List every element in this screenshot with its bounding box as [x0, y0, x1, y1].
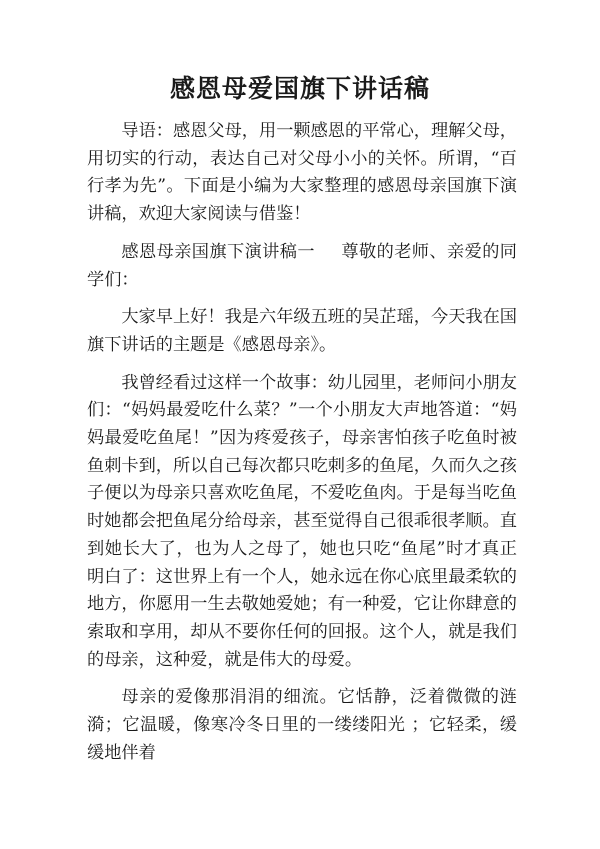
speech-greeting: 尊敬的老师、亲爱的同学们：: [87, 241, 517, 290]
document-body: [87, 118, 517, 777]
speech-heading-paragraph: [87, 239, 517, 294]
story-paragraph: 我曾经看过这样一个故事：幼儿园里，老师问小朋友们：“妈妈最爱吃什么菜？”一个小朋友大声地答道：“妈妈最爱吃鱼尾！”因为疼爱孩子，母亲害怕孩子吃鱼时被鱼刺卡到，所以自己每次都只吃刺多的鱼尾，久而久之孩子便以为母亲只喜欢吃鱼尾，不爱吃鱼肉。于是每当吃鱼时她都会把鱼尾分给母亲，甚至觉得自己很乖很孝顺。直到她长大了，也为人之母了，她也只吃“鱼尾”时才真正明白了：这世界上有一个人，她永远在你心底里最柔软的地方，你愿用一生去敬她爱她；有一种爱，它让你肆意的索取和享用，却从不要你任何的回报。这个人，就是我们的母亲，这种爱，就是伟大的母爱。: [87, 372, 517, 670]
closing-paragraph: 母亲的爱像那涓涓的细流。它恬静，泛着微微的涟漪；它温暖，像寒冷冬日里的一缕缕阳光 ；它轻柔，缓缓地伴着: [87, 687, 517, 763]
speech-heading: 感恩母亲国旗下演讲稿一: [121, 241, 315, 262]
intro-paragraph: 导语：感恩父母，用一颗感恩的平常心，理解父母，用切实的行动，表达自己对父母小小的关怀。所谓，“百行孝为先”。下面是小编为大家整理的感恩母亲国旗下演讲稿，欢迎大家阅读与借鉴！: [87, 121, 517, 225]
document-title: 感恩母爱国旗下讲话稿: [169, 74, 430, 103]
greeting-paragraph: 大家早上好！我是六年级五班的吴芷瑶，今天我在国旗下讲话的主题是《感恩母亲》。: [87, 307, 517, 355]
